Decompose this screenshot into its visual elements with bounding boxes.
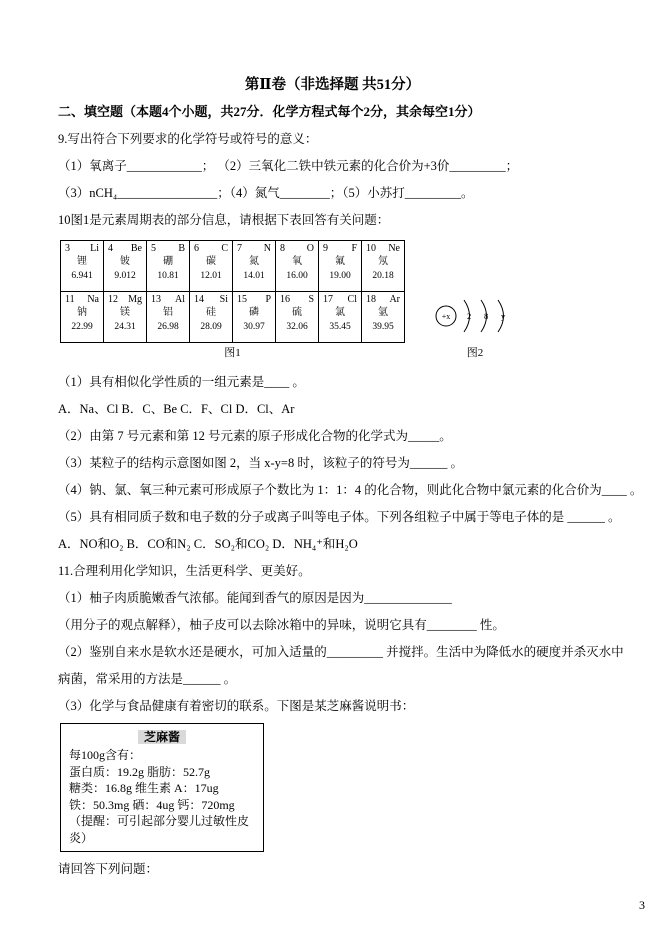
sesame-label-box [60,723,264,852]
element-number-symbol [362,241,404,255]
periodic-table [60,240,405,343]
shell-2-label: 2 [467,311,472,321]
q10-part-1: （1）具有相似化学性质的一组元素是____ 。 [58,375,305,389]
element-number: 3 [65,243,70,254]
element-symbol: Li [90,243,99,254]
element-symbol: S [308,294,314,305]
element-cell [362,292,405,343]
element-number: 13 [151,294,161,305]
element-cell [319,292,362,343]
fig2-caption: 图2 [466,347,484,359]
closing-line: 请回答下列问题： [58,862,159,876]
element-number-symbol [233,292,275,306]
element-number-symbol [233,241,275,255]
fig1-caption: 图1 [224,347,241,359]
element-cell [104,241,147,292]
element-mass: 20.18 [372,271,394,281]
element-name: 氧 [292,256,302,267]
q11-part-1-line-1: （1）柚子肉质脆嫩香气浓郁。能闻到香气的原因是因为______________ [58,591,452,605]
sesame-label-line-2: 蛋白质：19.2g 脂肪：52.7g [69,764,211,779]
element-cell [61,241,104,292]
figure-1 [60,240,405,363]
element-symbol: N [263,243,271,254]
element-number-symbol [276,241,318,255]
q11-part-1-line-2: （用分子的观点解释），柚子皮可以去除冰箱中的异味，说明它具有________ 性。 [58,618,505,632]
element-number: 10 [366,243,376,254]
q10-part-4: （4）钠、氯、氧三种元素可形成原子个数比为 1：1：4 的化合物，则此化合物中氯元素的化合价为____ 。 [58,483,643,497]
element-mass: 12.01 [200,271,222,281]
nucleus-label: +x [441,312,451,321]
q9-line-1: （1）氧离子____________； （2）三氧化二铁中铁元素的化合价为+3价_________； [58,159,519,173]
element-symbol: Ne [388,243,400,254]
element-symbol: O [306,243,314,254]
atomic-structure-diagram [431,289,519,343]
element-name: 氟 [335,256,345,267]
element-symbol: Be [130,243,142,254]
element-mass: 16.00 [286,271,308,281]
element-name: 镁 [120,307,130,318]
sesame-label-title: 芝麻酱 [69,728,255,746]
element-symbol: F [351,243,357,254]
sesame-label-line-3: 糖类：16.8g 维生素 A：17ug [69,781,219,795]
shell-8-label: 8 [484,311,489,321]
element-mass: 35.45 [329,322,351,332]
q11-part-2-line-2: 病菌，常采用的方法是______ 。 [58,672,237,686]
element-mass: 24.31 [114,322,136,332]
element-number-symbol [190,241,232,255]
q10-part-3: （3）某粒子的结构示意图如图 2，当 x-y=8 时，该粒子的符号为______ 。 [58,456,463,470]
element-cell [190,241,233,292]
element-number: 8 [280,243,285,254]
element-name: 钠 [77,307,87,318]
element-number: 17 [323,294,333,305]
shell-y-label: y [501,311,506,321]
q11-part-2-line-1: （2）鉴别自来水是软水还是硬水，可加入适量的_________ 并搅拌。生活中为降低水的硬度并杀灭水中 [58,645,624,659]
element-cell [104,292,147,343]
element-symbol: B [178,243,185,254]
element-cell [276,292,319,343]
element-number: 6 [194,243,199,254]
q9-line-2: （3）nCH₄________________；（4）氮气________；（5）小苏打_________。 [58,186,474,200]
element-mass: 14.01 [243,271,265,281]
element-name: 锂 [77,256,87,267]
element-mass: 22.99 [71,322,93,332]
element-mass: 30.97 [243,322,265,332]
q10-part-5: （5）具有相同质子数和电子数的分子或离子叫等电子体。下列各组粒子中属于等电子体的是 ______ 。 [58,510,621,524]
element-mass: 6.941 [71,271,93,281]
element-number-symbol [276,292,318,306]
element-mass: 32.06 [286,322,308,332]
element-cell [61,292,104,343]
sesame-label-line-1: 每100g含有： [69,748,142,762]
element-number: 14 [194,294,204,305]
element-mass: 9.012 [114,271,136,281]
element-number-symbol [61,292,103,306]
element-number-symbol [104,241,146,255]
element-symbol: Si [219,294,228,305]
element-number-symbol [319,292,361,306]
sesame-label-line-4: 铁：50.3mg 硒：4ug 钙：720mg [69,797,235,812]
element-name: 氮 [249,256,259,267]
element-cell [147,292,190,343]
element-symbol: P [265,294,271,305]
element-name: 硅 [206,307,216,318]
element-number: 5 [151,243,156,254]
q10-part-1-options: A．Na、Cl B．C、Be C．F、Cl D．Cl、Ar [58,402,295,416]
element-mass: 28.09 [200,322,222,332]
element-number: 4 [108,243,113,254]
element-cell [276,241,319,292]
element-symbol: Al [175,294,185,305]
element-name: 磷 [249,307,259,318]
element-cell [233,241,276,292]
element-symbol: Na [87,294,99,305]
element-number-symbol [147,241,189,255]
q10-stem: 10图1是元素周期表的部分信息，请根据下表回答有关问题： [58,213,390,227]
page-title: 第Ⅱ卷（非选择题 共51分） [244,77,421,93]
element-name: 硫 [292,307,302,318]
q11-stem: 11.合理利用化学知识，生活更科学、更美好。 [58,564,311,578]
element-number: 7 [237,243,242,254]
element-cell [190,292,233,343]
element-name: 铝 [163,307,173,318]
element-mass: 10.81 [157,271,179,281]
figure-row [60,240,607,363]
q11-part-3: （3）化学与食品健康有着密切的联系。下图是某芝麻酱说明书： [58,699,415,713]
sesame-label-line-5: （提醒：可引起部分婴儿过敏性皮炎） [69,814,250,845]
element-name: 氩 [378,307,388,318]
element-name: 碳 [206,256,216,267]
element-symbol: Mg [128,294,142,305]
element-name: 氯 [335,307,345,318]
element-name: 铍 [120,256,130,267]
element-number: 11 [65,294,75,305]
element-number-symbol [104,292,146,306]
element-number-symbol [319,241,361,255]
element-name: 硼 [163,256,173,267]
q10-part-5-options: A．NO和O₂ B．CO和N₂ C．SO₂和CO₂ D．NH₄⁺和H₂O [58,537,358,551]
element-number: 15 [237,294,247,305]
element-number-symbol [61,241,103,255]
element-symbol: Ar [389,294,400,305]
figure-2 [431,289,519,363]
q9-stem: 9.写出符合下列要求的化学符号或符号的意义： [58,132,318,146]
element-cell [147,241,190,292]
element-symbol: C [221,243,228,254]
element-cell [319,241,362,292]
section-heading: 二、填空题（本题4个小题，共27分．化学方程式每个2分，其余每空1分） [58,104,481,119]
element-number-symbol [190,292,232,306]
element-mass: 39.95 [372,322,394,332]
element-number: 16 [280,294,290,305]
element-number: 9 [323,243,328,254]
element-number: 12 [108,294,118,305]
element-cell [362,241,405,292]
element-number-symbol [147,292,189,306]
element-mass: 19.00 [329,271,351,281]
element-mass: 26.98 [157,322,179,332]
element-name: 氖 [378,256,388,267]
element-cell [233,292,276,343]
page-number: 3 [639,898,645,912]
element-number-symbol [362,292,404,306]
element-number: 18 [366,294,376,305]
element-symbol: Cl [347,294,357,305]
q10-part-2: （2）由第 7 号元素和第 12 号元素的原子形成化合物的化学式为_____。 [58,429,452,443]
